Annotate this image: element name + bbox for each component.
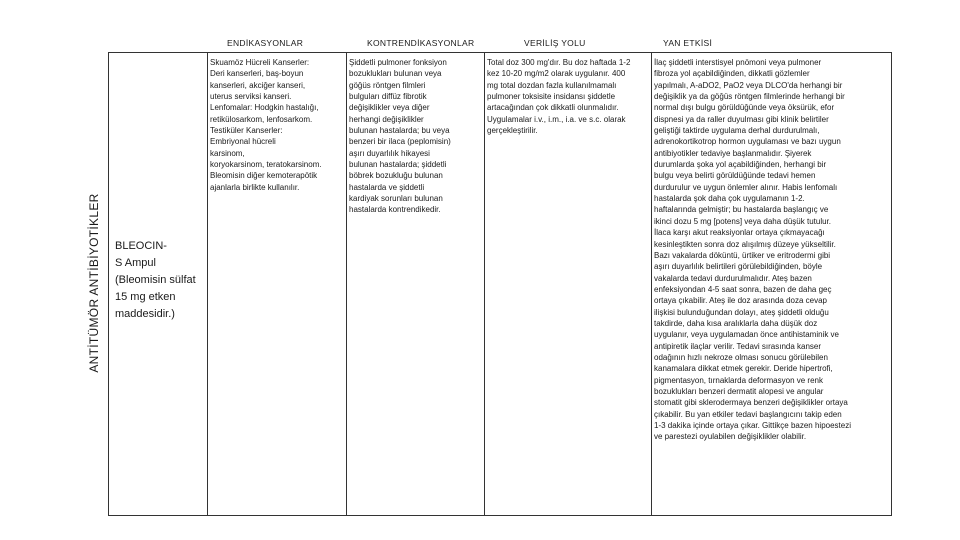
route-cell: Total doz 300 mg'dır. Bu doz haftada 1-2 kez 10-20 mg/m2 olarak uygulanır. 400 mg total dozdan fazla kullanılmamalı pulmoner toksisite insidansı şiddetle artacağından çok dikkatli olunmalıdır. Uygulamalar i.v., i.m., i.a. ve s.c. olarak gerçekleştirilir. [487, 58, 631, 136]
category-text: ANTİTÜMÖR ANTİBİYOTİKLER [87, 193, 101, 373]
header-indications: ENDİKASYONLAR [227, 38, 304, 48]
side-effects-cell: İlaç şiddetli interstisyel pnömoni veya pulmoner fibroza yol açabildiğinden, dikkatli gözlemler yapılmalı, A-aDO2, PaO2 veya DLCO'da herhangi bir değişiklik ya da göğüs röntgen filmlerinde herhangi bir normal dışı bulgu görüldüğünde veya öksürük, efor dispnesi ya da raller duyulması gibi klinik belirtiler geliştiği taktirde uygulama derhal durdurulmalı, adrenokortikotrop hormon uygulaması ve bazı uygun antibiyotikler tedaviye başlanmalıdır. Şiyerek durumlarda şoka yol açabildiğinden, herhangi bir bulgu veya belirti görüldüğünde tedavi hemen durdurulur ve uygun önlemler alınır. Habis lenfomalı hastalarda şok daha çok uygulamanın 1-2. haftalarında gelmiştir; bu hastalarda başlangıç ve ikinci dozu 5 mg [potens] veya daha düşük tutulur. İlaca karşı akut reaksiyonlar ortaya çıkmayacağı kesinleştikten sonra doz alışılmış düzeye yükseltilir. Bazı vakalarda döküntü, ürtiker ve eritrodermi gibi aşırı duyarlılık belirtileri görülebildiğinden, böyle vakalarda tedavi durdurulmalıdır. Ateş bazen enfeksiyondan 4-5 saat sonra, bazen de daha geç ortaya çıkabilir. Ateş ile doz arasında doza cevap ilişkisi bulunduğundan dolayı, ateş şiddetli olduğu takdirde, daha kısa aralıklarla daha düşük doz uygulanır, veya uygulamadan önce antihistaminik ve antipiretik ilaçlar verilir. Tedavi sırasında kanser odağının hızlı nekroze olması sonucu görülebilen kanamalara dikkat etmek gerekir. Deride hipertrofi, pigmentasyon, tırnaklarda deformasyon ve renk bozuklukları benzeri dermatit alopesi ve angular stomatit gibi sklerodermaya benzeri değişiklikler ortaya çıkabilir. Bu yan etkiler tedavi başlangıcını takip eden 1-3 dakika içinde ortaya çıkar. Gittikçe bazen hipoestezi ve parestezi oyulabilen değişiklikler olabilir. [654, 58, 851, 442]
header-route: VERİLİŞ YOLU [524, 38, 586, 48]
drug-table [108, 52, 892, 516]
column-divider [108, 53, 109, 515]
category-label [80, 52, 108, 514]
header-side-effects: YAN ETKİSİ [663, 38, 713, 48]
column-divider [891, 53, 892, 515]
header-contraindications: KONTRENDİKASYONLAR [367, 38, 475, 48]
drug-name: BLEOCIN- S Ampul (Bleomisin sülfat 15 mg etken maddesidir.) [115, 240, 196, 320]
contraindications-cell: Şiddetli pulmoner fonksiyon bozuklukları bulunan veya göğüs röntgen filmleri bulguları diffüz fibrotik değişiklikler veya diğer herhangi değişiklikler bulunan hastalarda; bu veya benzeri bir ilaca (peplomisin) aşırı duyarlılık hikayesi bulunan hastalarda; şiddetli böbrek bozukluğu bulunan hastalarda ve şiddetli kardiyak sorunları bulunan hastalarda kontrendikedir. [349, 58, 451, 215]
indications-cell: Skuamöz Hücreli Kanserler: Deri kanserleri, baş-boyun kanserleri, akciğer kanseri, uterus serviksi kanseri. Lenfomalar: Hodgkin hastalığı, retikülosarkom, lenfosarkom. Testiküler Kanserler: Embriyonal hücreli karsinom, koryokarsinom, teratokarsinom. Bleomisin diğer kemoterapötik ajanlarla birlikte kullanılır. [210, 58, 322, 192]
